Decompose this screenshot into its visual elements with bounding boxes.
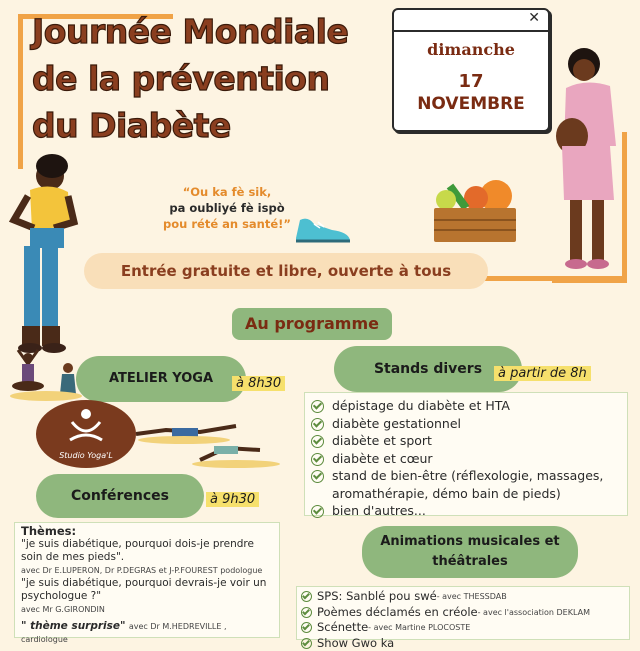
conferences-pill: Conférences: [36, 474, 204, 518]
theme-row: [21, 620, 273, 646]
woman-illustration-icon: [4, 150, 84, 355]
yoga-poses-icon: [136, 416, 282, 472]
title-line: Journée Mondiale: [32, 8, 382, 55]
list-item: [311, 467, 627, 502]
list-item-text: diabète et cœur: [332, 450, 433, 468]
list-item: [311, 502, 627, 520]
check-circle-icon: [301, 622, 312, 633]
yoga-workshop-pill: ATELIER YOGA: [76, 356, 246, 402]
creole-quote: [152, 184, 302, 232]
yoga-people-icon: [6, 344, 84, 408]
list-item: [301, 605, 625, 621]
check-circle-icon: [311, 470, 324, 483]
entry-banner: Entrée gratuite et libre, ouverte à tous: [84, 253, 488, 289]
list-item-by: - avec THESSDAB: [437, 589, 507, 605]
list-item-text: Scénette: [317, 620, 368, 636]
animations-pill: [362, 526, 578, 578]
theme-text: " thème surprise": [21, 620, 126, 632]
close-icon: ✕: [528, 10, 540, 26]
studio-yoga-logo: [36, 400, 136, 468]
studio-name: Studio Yoga'L: [36, 451, 136, 460]
list-item: [311, 450, 627, 468]
animations-label-line: Animations musicales et: [362, 532, 578, 552]
theme-text: "je suis diabétique, pourquoi dois-je prendre soin de mes pieds".: [21, 538, 273, 564]
theme-speakers: avec Mr G.GIRONDIN: [21, 603, 273, 616]
check-circle-icon: [301, 607, 312, 618]
list-item: [301, 589, 625, 605]
list-item-text: bien d'autres...: [332, 502, 426, 520]
program-heading: Au programme: [232, 308, 392, 340]
date-calendar: [392, 8, 550, 132]
list-item-text: SPS: Sanblé pou swé: [317, 589, 437, 605]
check-circle-icon: [311, 435, 324, 448]
list-item-text: diabète et sport: [332, 432, 432, 450]
themes-heading: Thèmes:: [21, 525, 273, 538]
quote-line: pou rété an santé!”: [152, 216, 302, 232]
list-item-text: diabète gestationnel: [332, 415, 461, 433]
vegetable-basket-icon: [430, 178, 520, 246]
calendar-bar: [394, 10, 548, 32]
theme-speakers: avec Dr E.LUPERON, Dr P.DEGRAS et J-P.FOUREST podologue: [21, 564, 273, 577]
list-item: [301, 620, 625, 636]
check-circle-icon: [311, 505, 324, 518]
title-line: de la prévention: [32, 55, 382, 102]
list-item: [311, 397, 627, 415]
list-item: [301, 636, 625, 651]
check-circle-icon: [311, 400, 324, 413]
calendar-month: NOVEMBRE: [394, 94, 548, 114]
list-item-text: stand de bien-être (réflexologie, massages, aromathérapie, démo bain de pieds): [332, 467, 627, 502]
quote-line: “Ou ka fè sik,: [152, 184, 302, 200]
pregnant-woman-illustration-icon: [552, 46, 624, 278]
conferences-time: à 9h30: [206, 492, 259, 507]
stands-pill: Stands divers: [334, 346, 522, 392]
animations-list: [296, 586, 630, 640]
stands-time: à partir de 8h: [494, 366, 591, 381]
sneaker-icon: [292, 212, 354, 246]
check-circle-icon: [311, 418, 324, 431]
calendar-number: 17: [394, 71, 548, 92]
themes-box: [14, 522, 280, 638]
list-item: [311, 415, 627, 433]
list-item-text: Poèmes déclamés en créole: [317, 605, 478, 621]
list-item-by: - avec l'association DEKLAM: [478, 605, 590, 621]
list-item: [311, 432, 627, 450]
check-circle-icon: [311, 453, 324, 466]
yoga-time: à 8h30: [232, 376, 285, 391]
theme-speakers: avec Dr M.HEDREVILLE , cardiologue: [21, 622, 227, 644]
calendar-day: dimanche: [394, 40, 548, 59]
animations-label-line: théâtrales: [362, 552, 578, 572]
stands-list: [304, 392, 628, 516]
theme-text: "je suis diabétique, pourquoi devrais-je voir un psychologue ?": [21, 577, 273, 603]
meditation-icon: [36, 400, 136, 452]
poster-title: [32, 8, 382, 149]
list-item-text: Show Gwo ka: [317, 636, 394, 651]
list-item-by: - avec Martine PLOCOSTE: [368, 620, 470, 636]
title-line: du Diabète: [32, 102, 382, 149]
quote-line: pa oubliyé fè ispò: [152, 200, 302, 216]
check-circle-icon: [301, 638, 312, 649]
check-circle-icon: [301, 591, 312, 602]
list-item-text: dépistage du diabète et HTA: [332, 397, 510, 415]
